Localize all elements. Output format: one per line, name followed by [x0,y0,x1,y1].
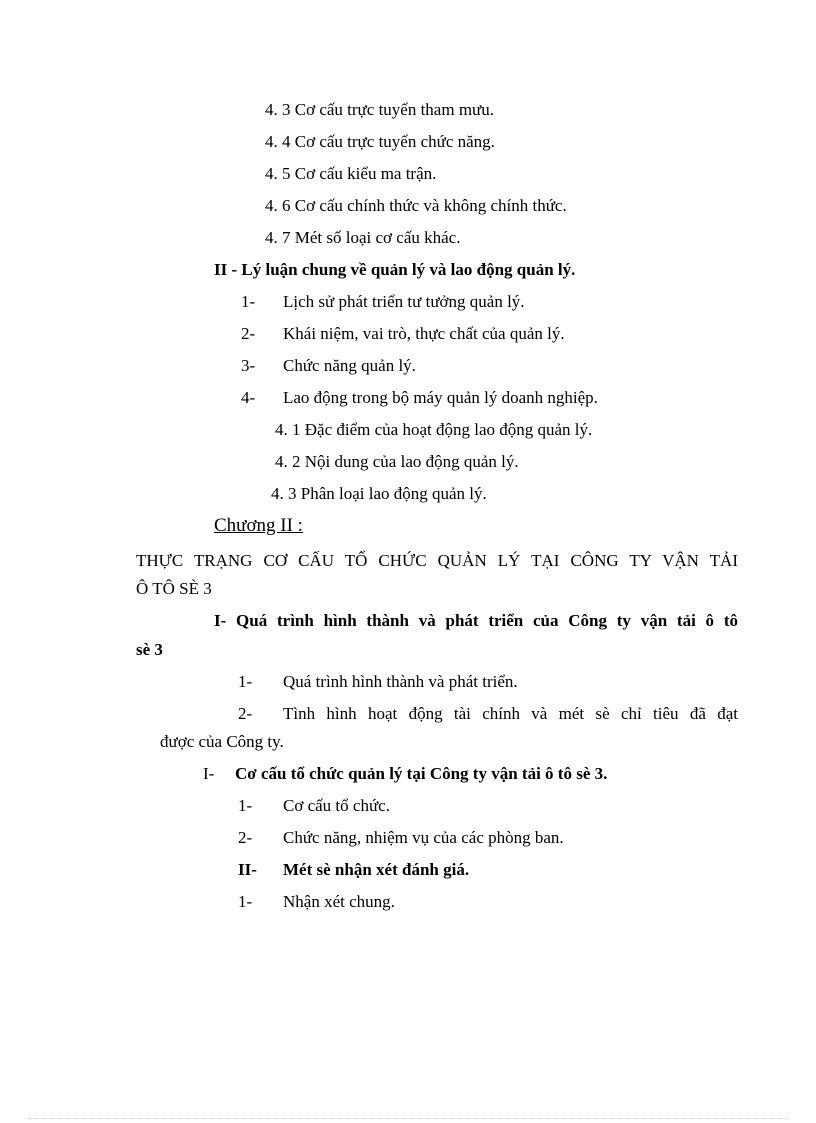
toc-entry-II-4-3: 4. 3 Phân loại lao động quản lý. [271,484,487,503]
toc-entry-4-5: 4. 5 Cơ cấu kiểu ma trận. [265,164,437,183]
list-number: 2- [238,828,253,847]
list-item: Tình hình hoạt động tài chính và mét sè chỉ tiêu đã đạt [283,704,738,723]
list-item: Quá trình hình thành và phát triển. [283,672,518,691]
toc-entry-4-6: 4. 6 Cơ cấu chính thức và không chính thức. [265,196,567,215]
page-bottom-divider [28,1118,788,1119]
toc-entry-II-4-2: 4. 2 Nội dung của lao động quản lý. [275,452,519,471]
list-item: Cơ cấu tổ chức. [283,796,390,815]
chapter-title: THỰC TRẠNG CƠ CẤU TỔ CHỨC QUẢN LÝ TẠI CÔNG TY VẬN TẢI [136,551,738,570]
list-number: 2- [238,704,253,723]
toc-entry-II-4-1: 4. 1 Đặc điểm của hoạt động lao động quản lý. [275,420,593,439]
list-item: Khái niệm, vai trò, thực chất của quản lý. [283,324,565,343]
list-number: 1- [238,892,253,911]
list-number: 1- [238,672,253,691]
ch2-section-3-heading: Mét sè nhận xét đánh giá. [283,860,470,879]
list-number: 2- [241,324,256,343]
toc-entry-4-3: 4. 3 Cơ cấu trực tuyến tham mưu. [265,100,495,119]
ch2-section-2-heading: Cơ cấu tổ chức quản lý tại Công ty vận tải ô tô sè 3. [235,764,608,783]
toc-entry-4-4: 4. 4 Cơ cấu trực tuyến chức năng. [265,132,495,151]
list-item: Nhận xét chung. [283,892,395,911]
list-item-cont: được của Công ty. [160,732,284,751]
list-item: Chức năng, nhiệm vụ của các phòng ban. [283,828,564,847]
section-number: II- [238,860,257,879]
ch2-section-I-heading: I- Quá trình hình thành và phát triển của Công ty vận tải ô tô [214,611,738,630]
list-number: 1- [238,796,253,815]
chapter-title-cont: Ô TÔ SÈ 3 [136,579,212,598]
list-number: 1- [241,292,256,311]
list-number: 3- [241,356,256,375]
section-II-heading: II - Lý luận chung về quản lý và lao động quản lý. [214,260,576,279]
chapter-heading: Chương II : [214,515,303,536]
toc-entry-4-7: 4. 7 Mét số loại cơ cấu khác. [265,228,461,247]
ch2-section-I-heading-cont: sè 3 [136,640,163,659]
list-item: Lao động trong bộ máy quản lý doanh nghiệp. [283,388,598,407]
list-number: 4- [241,388,256,407]
list-item: Lịch sử phát triển tư tưởng quản lý. [283,292,525,311]
section-number: I- [203,764,215,783]
list-item: Chức năng quản lý. [283,356,416,375]
